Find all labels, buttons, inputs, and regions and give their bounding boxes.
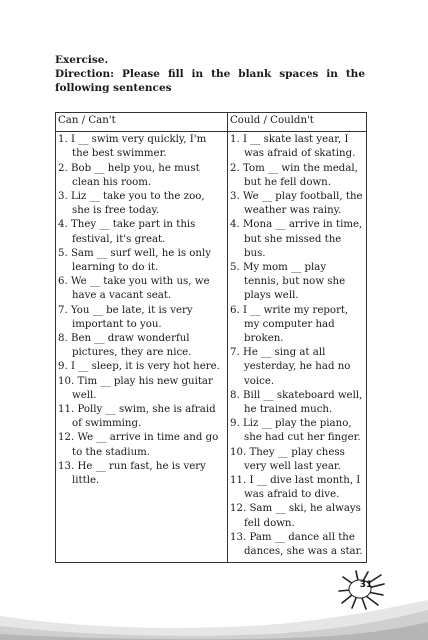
list-item: 11. I __ dive last month, I was afraid to dive. — [230, 475, 361, 501]
list-item: 9. I __ sleep, it is very hot here. — [58, 361, 220, 373]
decorative-wave — [0, 596, 428, 640]
list-item: 8. Bill __ skateboard well, he trained much. — [230, 389, 363, 416]
exercise-direction: Direction: Please fill in the blank spaces in the following sentences — [55, 68, 365, 94]
list-item: 3. Liz __ take you to the zoo, she is free today. — [58, 191, 205, 217]
list-item: 10. They __ play chess very well last year. — [230, 446, 345, 472]
list-item: 1. I __ skate last year, I was afraid of skating. — [230, 134, 356, 160]
could-column — [228, 132, 367, 563]
can-column — [56, 132, 228, 563]
table-header-row — [56, 113, 367, 132]
list-item: 9. Liz __ play the piano, she had cut her finger. — [230, 418, 361, 444]
list-item: 4. They __ take part in this festival, it's great. — [58, 219, 196, 245]
list-item: 11. Polly __ swim, she is afraid of swimming. — [58, 404, 216, 430]
list-item: 10. Tim __ play his new guitar well. — [58, 375, 213, 401]
list-item: 2. Tom __ win the medal, but he fell down. — [230, 162, 358, 188]
list-item: 8. Ben __ draw wonderful pictures, they are nice. — [58, 333, 192, 359]
page-number: 31 — [359, 580, 373, 590]
exercise-heading — [55, 53, 365, 95]
list-item: 12. We __ arrive in time and go to the stadium. — [58, 432, 219, 458]
exercise-table — [55, 112, 367, 563]
list-item: 7. You __ be late, it is very important to you. — [58, 304, 193, 330]
list-item: 13. He __ run fast, he is very little. — [58, 460, 206, 487]
list-item: 1. I __ swim very quickly, I'm the best swimmer. — [58, 134, 207, 160]
list-item: 6. We __ take you with us, we have a vacant seat. — [58, 276, 210, 302]
list-item: 2. Bob __ help you, he must clean his room. — [58, 162, 200, 188]
column-header-could: Could / Couldn't — [228, 113, 367, 132]
list-item: 6. I __ write my report, my computer had broken. — [230, 304, 349, 345]
list-item: 12. Sam __ ski, he always fell down. — [230, 503, 361, 529]
list-item: 7. He __ sing at all yesterday, he had no voice. — [230, 347, 351, 387]
list-item: 5. My mom __ play tennis, but now she plays well. — [230, 262, 346, 302]
list-item: 13. Pam __ dance all the dances, she was a star. — [230, 531, 363, 558]
list-item: 5. Sam __ surf well, he is only learning to do it. — [58, 247, 212, 274]
column-header-can: Can / Can't — [56, 113, 228, 132]
table-row — [56, 132, 367, 563]
exercise-title: Exercise. — [55, 54, 109, 66]
list-item: 4. Mona __ arrive in time, but she missed the bus. — [230, 219, 363, 259]
list-item: 3. We __ play football, the weather was rainy. — [230, 191, 363, 217]
